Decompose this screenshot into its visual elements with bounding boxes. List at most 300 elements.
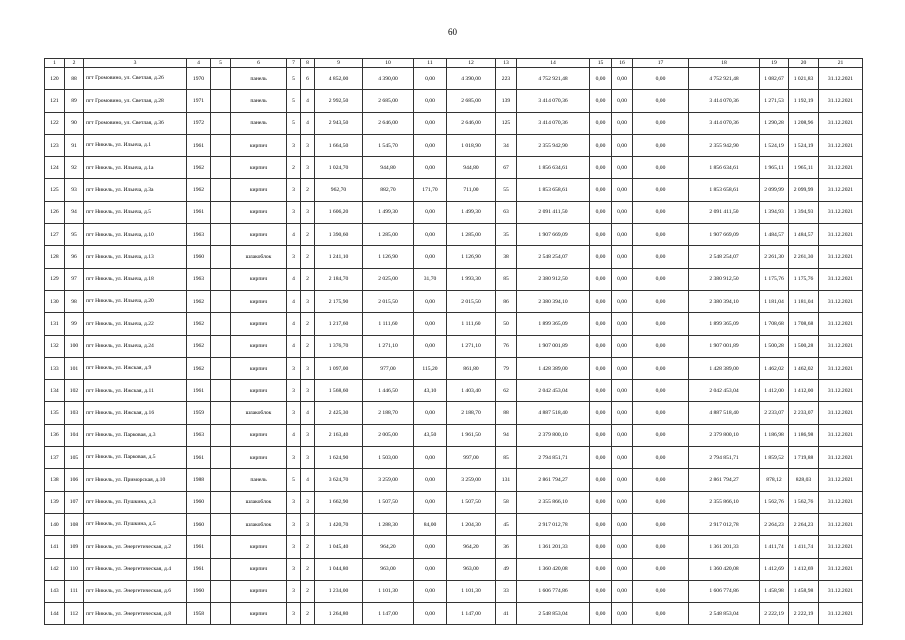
table-cell: 0,00 xyxy=(612,603,633,625)
table-cell: 133 xyxy=(45,357,65,379)
table-cell: панель xyxy=(231,90,287,112)
table-cell: 1 126,90 xyxy=(447,246,496,268)
table-cell: 35 xyxy=(496,224,517,246)
table-cell xyxy=(211,290,231,312)
table-cell: 0,00 xyxy=(590,380,612,402)
table-cell: 1 288,30 xyxy=(363,513,414,535)
table-row xyxy=(45,580,863,602)
table-cell: 0,00 xyxy=(590,447,612,469)
table-cell: 98 xyxy=(65,290,84,312)
table-cell: кирпич xyxy=(231,335,287,357)
address-cell: пгт Никель, ул. Ижская, д.11 xyxy=(84,380,187,402)
table-cell: 1 175,76 xyxy=(760,268,789,290)
table-cell: 1 390,60 xyxy=(315,224,363,246)
table-cell: 1961 xyxy=(187,134,211,156)
table-cell: 0,00 xyxy=(612,536,633,558)
table-cell: 1 024,70 xyxy=(315,157,363,179)
table-cell: 0,00 xyxy=(633,424,689,446)
table-cell: 1 361 201,33 xyxy=(517,536,590,558)
table-cell: 0,00 xyxy=(590,246,612,268)
table-cell: 1 181,04 xyxy=(760,290,789,312)
table-cell xyxy=(211,335,231,357)
table-cell: 0,00 xyxy=(612,134,633,156)
table-cell: 125 xyxy=(496,112,517,134)
table-cell: 1962 xyxy=(187,357,211,379)
table-cell: 2 264,23 xyxy=(760,513,789,535)
table-cell: 2 992,50 xyxy=(315,90,363,112)
table-cell: 31.12.2021 xyxy=(819,580,863,602)
table-cell: 102 xyxy=(65,380,84,402)
table-cell: 0,00 xyxy=(612,558,633,580)
table-cell: 2 025,00 xyxy=(363,268,414,290)
table-cell: 124 xyxy=(45,157,65,179)
table-cell: 977,00 xyxy=(363,357,414,379)
table-cell: 2 355 866,10 xyxy=(517,491,590,513)
table-cell: 115,20 xyxy=(414,357,447,379)
table-cell: 3 xyxy=(287,134,301,156)
address-cell: пгт Никель, ул. Ильича, д.5 xyxy=(84,201,187,223)
address-cell: пгт Никель, ул. Ильича, д.13 xyxy=(84,246,187,268)
table-row xyxy=(45,357,863,379)
column-header: 21 xyxy=(819,59,863,68)
table-cell: 128 xyxy=(45,246,65,268)
table-cell: 31.12.2021 xyxy=(819,68,863,90)
table-cell: 1972 xyxy=(187,112,211,134)
table-cell: 1 499,30 xyxy=(447,201,496,223)
table-cell: 0,00 xyxy=(612,491,633,513)
table-cell: 997,00 xyxy=(447,447,496,469)
table-cell: 3 xyxy=(287,380,301,402)
table-cell: 2 646,00 xyxy=(447,112,496,134)
table-cell: 0,00 xyxy=(414,246,447,268)
table-row xyxy=(45,157,863,179)
table-cell: 1961 xyxy=(187,201,211,223)
table-cell: 1 500,28 xyxy=(789,335,819,357)
table-cell: 4 xyxy=(287,224,301,246)
table-cell: 2 099,99 xyxy=(789,179,819,201)
table-cell: 31.12.2021 xyxy=(819,268,863,290)
table-cell: 0,00 xyxy=(612,179,633,201)
table-cell: 1 568,60 xyxy=(315,380,363,402)
table-cell: 0,00 xyxy=(612,402,633,424)
table-cell: 1963 xyxy=(187,424,211,446)
table-cell: 1 045,40 xyxy=(315,536,363,558)
table-cell: 0,00 xyxy=(590,313,612,335)
table-cell: 0,00 xyxy=(612,68,633,90)
table-cell: 49 xyxy=(496,558,517,580)
table-cell: 92 xyxy=(65,157,84,179)
table-cell: 1 462,02 xyxy=(789,357,819,379)
address-cell: пгт Никель, ул. Ильича, д.24 xyxy=(84,335,187,357)
table-cell: 0,00 xyxy=(612,90,633,112)
table-cell: 1 361 201,33 xyxy=(689,536,760,558)
table-cell: 0,00 xyxy=(414,90,447,112)
table-cell: 223 xyxy=(496,68,517,90)
table-cell: 4 xyxy=(287,290,301,312)
table-cell: 90 xyxy=(65,112,84,134)
table-row xyxy=(45,201,863,223)
table-cell: 0,00 xyxy=(590,558,612,580)
table-cell: 5 xyxy=(287,90,301,112)
table-cell: 2 685,00 xyxy=(447,90,496,112)
table-cell: 67 xyxy=(496,157,517,179)
table-cell: 1 376,70 xyxy=(315,335,363,357)
table-cell: 1 606 774,86 xyxy=(517,580,590,602)
table-cell: 0,00 xyxy=(590,469,612,491)
table-cell: 2 042 453,04 xyxy=(517,380,590,402)
table-cell: 4 887 518,40 xyxy=(689,402,760,424)
table-cell: 0,00 xyxy=(414,580,447,602)
table-cell: 1 856 634,61 xyxy=(517,157,590,179)
table-cell: 2 917 012,78 xyxy=(517,513,590,535)
table-cell: 0,00 xyxy=(414,313,447,335)
table-cell: 2 042 453,04 xyxy=(689,380,760,402)
table-cell: 1961 xyxy=(187,380,211,402)
table-cell: 2 548 254,07 xyxy=(689,246,760,268)
table-cell xyxy=(211,536,231,558)
table-cell: 1 285,00 xyxy=(363,224,414,246)
table-cell: 3 624,70 xyxy=(315,469,363,491)
table-cell: 944,80 xyxy=(363,157,414,179)
table-cell: 1 562,76 xyxy=(760,491,789,513)
table-cell: 1 217,60 xyxy=(315,313,363,335)
table-cell: 1 428 389,00 xyxy=(517,357,590,379)
table-cell: 140 xyxy=(45,513,65,535)
table-cell: 88 xyxy=(65,68,84,90)
table-cell: 2 646,00 xyxy=(363,112,414,134)
table-cell: 2 184,70 xyxy=(315,268,363,290)
table-cell: 0,00 xyxy=(612,335,633,357)
table-cell: 0,00 xyxy=(633,491,689,513)
column-header: 9 xyxy=(315,59,363,68)
table-cell: 31.12.2021 xyxy=(819,603,863,625)
table-cell: 34 xyxy=(496,134,517,156)
table-cell: 1 181,04 xyxy=(789,290,819,312)
table-cell: 3 xyxy=(287,447,301,469)
table-cell: 31.12.2021 xyxy=(819,112,863,134)
address-cell: пгт Никель, ул. Ижская, д.16 xyxy=(84,402,187,424)
table-row xyxy=(45,290,863,312)
table-cell: 0,00 xyxy=(590,580,612,602)
table-cell: 0,00 xyxy=(633,90,689,112)
table-cell: 1 462,02 xyxy=(760,357,789,379)
table-cell: 31.12.2021 xyxy=(819,90,863,112)
column-header: 3 xyxy=(84,59,187,68)
housing-register-table xyxy=(44,58,863,625)
table-cell xyxy=(211,402,231,424)
table-cell: 0,00 xyxy=(612,224,633,246)
address-cell: пгт Никель, ул. Ильича, д.3а xyxy=(84,179,187,201)
table-cell: 79 xyxy=(496,357,517,379)
table-cell: 1 458,98 xyxy=(789,580,819,602)
table-cell: 0,00 xyxy=(612,290,633,312)
table-cell: 31.12.2021 xyxy=(819,491,863,513)
table-cell: 0,00 xyxy=(414,536,447,558)
table-cell: 36 xyxy=(496,536,517,558)
table-cell: 31.12.2021 xyxy=(819,335,863,357)
table-cell: 31.12.2021 xyxy=(819,290,863,312)
column-header: 12 xyxy=(447,59,496,68)
table-cell: 4 390,00 xyxy=(363,68,414,90)
table-cell: 138 xyxy=(45,469,65,491)
table-cell xyxy=(211,558,231,580)
table-cell: 112 xyxy=(65,603,84,625)
table-row xyxy=(45,313,863,335)
column-header: 18 xyxy=(689,59,760,68)
table-cell: 1962 xyxy=(187,313,211,335)
table-cell: 1970 xyxy=(187,68,211,90)
table-cell: 2 091 411,50 xyxy=(517,201,590,223)
table-cell: 104 xyxy=(65,424,84,446)
address-cell: пгт Никель, ул. Ильича, д.22 xyxy=(84,313,187,335)
table-cell: 1960 xyxy=(187,491,211,513)
table-cell: 5 xyxy=(287,112,301,134)
table-cell: 0,00 xyxy=(633,224,689,246)
table-cell: 1962 xyxy=(187,290,211,312)
table-cell: 1 503,00 xyxy=(363,447,414,469)
table-cell: 126 xyxy=(45,201,65,223)
table-cell: 2 xyxy=(301,558,315,580)
table-cell: 2 794 851,71 xyxy=(689,447,760,469)
table-cell: 31.12.2021 xyxy=(819,201,863,223)
table-cell: 31.12.2021 xyxy=(819,402,863,424)
table-cell: кирпич xyxy=(231,268,287,290)
column-header: 8 xyxy=(301,59,315,68)
table-cell: 2 861 794,27 xyxy=(689,469,760,491)
table-cell: 1959 xyxy=(187,402,211,424)
table-cell: 1 606 774,86 xyxy=(689,580,760,602)
table-cell: кирпич xyxy=(231,224,287,246)
table-cell: 1971 xyxy=(187,90,211,112)
column-header: 5 xyxy=(211,59,231,68)
table-cell: 0,00 xyxy=(612,424,633,446)
table-cell: 3 xyxy=(301,380,315,402)
table-cell: 62 xyxy=(496,380,517,402)
table-cell: 111 xyxy=(65,580,84,602)
table-cell: 944,80 xyxy=(447,157,496,179)
address-cell: пгт Никель, ул. Энергетическая, д.2 xyxy=(84,536,187,558)
table-cell: 55 xyxy=(496,179,517,201)
table-cell: 0,00 xyxy=(414,491,447,513)
table-cell: 31.12.2021 xyxy=(819,469,863,491)
table-cell xyxy=(211,90,231,112)
table-cell: 0,00 xyxy=(590,112,612,134)
table-cell: 84,00 xyxy=(414,513,447,535)
table-cell: 110 xyxy=(65,558,84,580)
table-cell: 1 562,76 xyxy=(789,491,819,513)
table-cell: 0,00 xyxy=(590,201,612,223)
table-cell: кирпич xyxy=(231,313,287,335)
table-cell: 1 360 420,08 xyxy=(689,558,760,580)
table-cell: 2 233,07 xyxy=(789,402,819,424)
table-cell: 86 xyxy=(496,290,517,312)
table-cell: 0,00 xyxy=(414,157,447,179)
table-cell: 2 099,99 xyxy=(760,179,789,201)
table-cell: 2 380 394,10 xyxy=(689,290,760,312)
table-cell: 1 856 634,61 xyxy=(689,157,760,179)
address-cell: пгт Никель, ул. Энергетическая, д.4 xyxy=(84,558,187,580)
table-cell: 103 xyxy=(65,402,84,424)
table-cell: 1 412,69 xyxy=(789,558,819,580)
table-cell: 1 708,68 xyxy=(760,313,789,335)
table-body xyxy=(45,59,863,625)
table-cell: 3 xyxy=(301,424,315,446)
table-cell: 2 222,19 xyxy=(760,603,789,625)
table-cell: 2 379 800,10 xyxy=(517,424,590,446)
table-cell: 58 xyxy=(496,491,517,513)
table-cell: 1961 xyxy=(187,536,211,558)
table-cell: 45 xyxy=(496,513,517,535)
table-cell: 0,00 xyxy=(612,513,633,535)
table-cell: кирпич xyxy=(231,290,287,312)
table-cell: 1 412,69 xyxy=(760,558,789,580)
table-cell: 31.12.2021 xyxy=(819,157,863,179)
address-cell: пгт Никель, ул. Парковая, д.3 xyxy=(84,424,187,446)
address-cell: пгт Громовино, ул. Светлая, д.28 xyxy=(84,90,187,112)
header-row xyxy=(45,59,863,68)
table-cell: 0,00 xyxy=(612,447,633,469)
table-cell: 0,00 xyxy=(590,536,612,558)
column-header: 13 xyxy=(496,59,517,68)
table-cell: 1 907 001,89 xyxy=(689,335,760,357)
table-cell: 4 xyxy=(301,90,315,112)
table-row xyxy=(45,179,863,201)
address-cell: пгт Никель, ул. Приморская, д.10 xyxy=(84,469,187,491)
table-cell: 1 907 669,09 xyxy=(689,224,760,246)
table-cell: 1 271,53 xyxy=(760,90,789,112)
table-cell: 1 961,50 xyxy=(447,424,496,446)
table-cell: 1 606,20 xyxy=(315,201,363,223)
table-cell: 0,00 xyxy=(590,513,612,535)
table-cell: 4 752 921,48 xyxy=(517,68,590,90)
table-cell: 1 021,83 xyxy=(789,68,819,90)
table-cell: 1 859,52 xyxy=(760,447,789,469)
table-cell: 2 188,70 xyxy=(447,402,496,424)
table-cell: 63 xyxy=(496,201,517,223)
table-cell: 1 507,50 xyxy=(363,491,414,513)
table-cell: кирпич xyxy=(231,179,287,201)
table-cell: 3 259,00 xyxy=(363,469,414,491)
table-cell: 0,00 xyxy=(590,357,612,379)
table-cell: 1962 xyxy=(187,335,211,357)
table-cell: 0,00 xyxy=(633,447,689,469)
table-cell: 3 xyxy=(301,491,315,513)
column-header: 7 xyxy=(287,59,301,68)
table-cell: 31.12.2021 xyxy=(819,424,863,446)
table-cell: 1 394,93 xyxy=(760,201,789,223)
table-cell: 135 xyxy=(45,402,65,424)
table-cell: 0,00 xyxy=(414,290,447,312)
table-cell: кирпич xyxy=(231,380,287,402)
address-cell: пгт Никель, ул. Ильича, д.1 xyxy=(84,134,187,156)
table-cell: 1 082,67 xyxy=(760,68,789,90)
table-cell: 1963 xyxy=(187,224,211,246)
table-cell: 2 222,19 xyxy=(789,603,819,625)
table-cell: 31.12.2021 xyxy=(819,313,863,335)
table-cell: 144 xyxy=(45,603,65,625)
table-cell: 2 685,00 xyxy=(363,90,414,112)
table-cell: 2 xyxy=(301,335,315,357)
table-cell xyxy=(211,313,231,335)
table-cell: 2 261,30 xyxy=(789,246,819,268)
table-cell: 2 091 411,50 xyxy=(689,201,760,223)
table-cell: 1960 xyxy=(187,580,211,602)
table-cell xyxy=(211,447,231,469)
table-cell: 1 420,70 xyxy=(315,513,363,535)
table-cell: 6 xyxy=(301,68,315,90)
table-cell: 1 965,11 xyxy=(760,157,789,179)
table-cell: 2 xyxy=(301,580,315,602)
table-cell: 3 xyxy=(287,402,301,424)
table-cell: 127 xyxy=(45,224,65,246)
table-cell: 4 852,00 xyxy=(315,68,363,90)
table-cell: 2 163,40 xyxy=(315,424,363,446)
table-cell: 4 xyxy=(301,469,315,491)
table-cell: 2 379 800,10 xyxy=(689,424,760,446)
table-cell: 2 xyxy=(301,179,315,201)
table-cell: 1 907 669,09 xyxy=(517,224,590,246)
table-cell: 1 097,00 xyxy=(315,357,363,379)
table-cell: 129 xyxy=(45,268,65,290)
table-cell: 1 899 365,09 xyxy=(689,313,760,335)
table-cell: 171,70 xyxy=(414,179,447,201)
table-cell: кирпич xyxy=(231,157,287,179)
table-cell: 125 xyxy=(45,179,65,201)
table-cell: 0,00 xyxy=(633,335,689,357)
table-cell xyxy=(211,469,231,491)
table-cell: 1 484,57 xyxy=(789,224,819,246)
table-cell: 0,00 xyxy=(590,424,612,446)
table-cell: 88 xyxy=(496,402,517,424)
table-row xyxy=(45,469,863,491)
column-header: 6 xyxy=(231,59,287,68)
table-cell: 31.12.2021 xyxy=(819,447,863,469)
table-cell: 1960 xyxy=(187,246,211,268)
address-cell: пгт Никель, ул. Ижская, д.9 xyxy=(84,357,187,379)
table-cell: 96 xyxy=(65,246,84,268)
table-cell: 1 186,98 xyxy=(789,424,819,446)
table-cell: 0,00 xyxy=(612,201,633,223)
table-cell: 31.12.2021 xyxy=(819,224,863,246)
table-cell: 1 101,30 xyxy=(363,580,414,602)
table-cell: 4 xyxy=(287,424,301,446)
table-row xyxy=(45,491,863,513)
table-cell: 1 234,00 xyxy=(315,580,363,602)
table-cell: 100 xyxy=(65,335,84,357)
table-cell: 2 xyxy=(287,157,301,179)
table-cell: 0,00 xyxy=(414,68,447,90)
table-cell: 2 xyxy=(301,603,315,625)
table-cell: шлакоблок xyxy=(231,491,287,513)
table-cell: 0,00 xyxy=(612,157,633,179)
table-cell: 0,00 xyxy=(633,357,689,379)
table-cell: шлакоблок xyxy=(231,246,287,268)
table-cell: кирпич xyxy=(231,357,287,379)
table-cell: 0,00 xyxy=(590,68,612,90)
table-cell: шлакоблок xyxy=(231,513,287,535)
table-cell: 3 xyxy=(301,157,315,179)
table-cell: 882,70 xyxy=(363,179,414,201)
table-cell: 3 xyxy=(301,290,315,312)
table-cell: кирпич xyxy=(231,447,287,469)
table-cell: 0,00 xyxy=(590,603,612,625)
table-cell: 31.12.2021 xyxy=(819,558,863,580)
table-cell: 963,00 xyxy=(447,558,496,580)
table-cell: 4 752 921,48 xyxy=(689,68,760,90)
table-cell: 0,00 xyxy=(590,157,612,179)
table-cell xyxy=(211,380,231,402)
table-row xyxy=(45,558,863,580)
